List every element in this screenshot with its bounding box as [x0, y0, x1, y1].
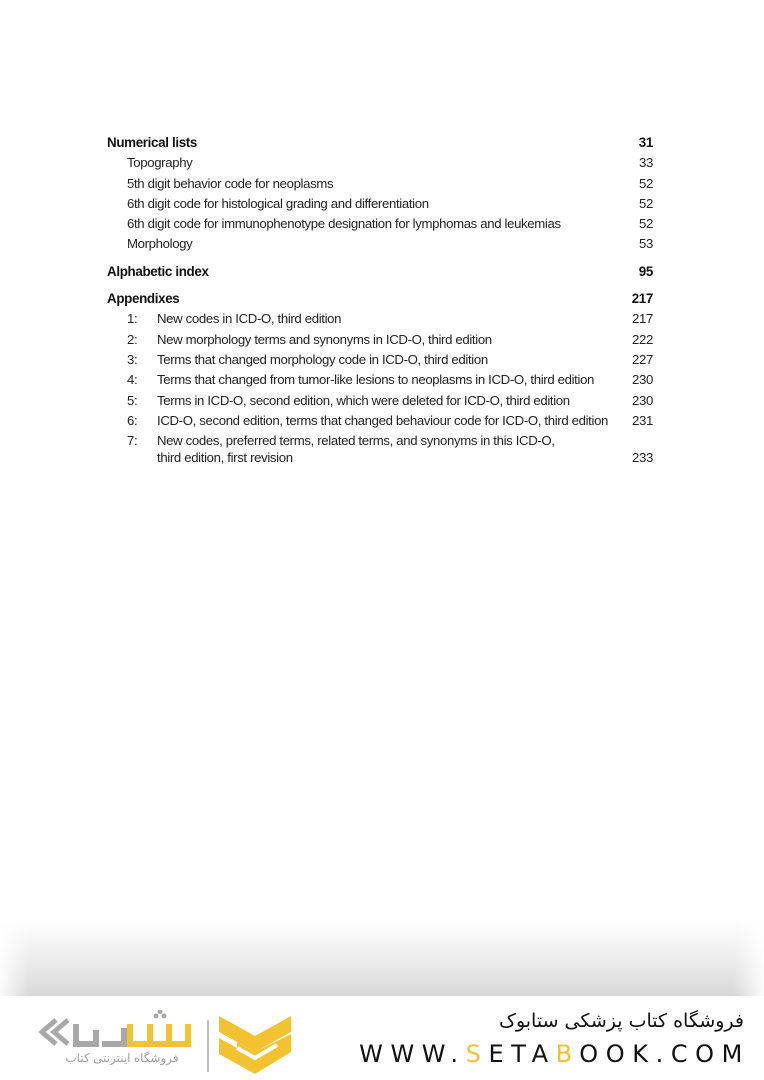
item-label: Terms in ICD-O, second edition, which were deleted for ICD-O, third edition: [157, 392, 570, 408]
page-number: 33: [639, 155, 653, 171]
appendix-number: 4:: [127, 372, 138, 388]
appendix-number: 2:: [127, 331, 138, 347]
logo-divider: [207, 1020, 209, 1072]
page-number: 217: [631, 291, 653, 307]
item-label: New codes, preferred terms, related terms, and synonyms in this ICD-O, third edition, first revision: [157, 433, 555, 466]
item-label: New morphology terms and synonyms in ICD-O, third edition: [157, 331, 492, 347]
toc-appendix-item[interactable]: [107, 370, 653, 390]
item-label: Terms that changed from tumor-like lesions to neoplasms in ICD-O, third edition: [157, 372, 595, 388]
item-label: 5th digit behavior code for neoplasms: [127, 175, 334, 191]
page-number: 95: [638, 263, 653, 279]
appendix-number: 7:: [127, 433, 138, 449]
page-number: 52: [639, 175, 653, 191]
store-url-link[interactable]: [359, 1040, 750, 1068]
url-part: ETA: [488, 1040, 556, 1068]
item-label: ICD-O, second edition, terms that changed behaviour code for ICD-O, third edition: [157, 412, 609, 428]
url-part: WWW.: [359, 1040, 466, 1068]
page-number: 52: [639, 216, 653, 232]
toc-section-alphabetic-index[interactable]: [107, 262, 653, 282]
store-footer-banner: [0, 996, 764, 1080]
page-number: 52: [639, 195, 653, 211]
toc-appendix-item[interactable]: [107, 330, 653, 350]
item-label: 6th digit code for immunophenotype designation for lymphomas and leukemias: [127, 216, 561, 232]
toc-appendix-item[interactable]: [107, 309, 653, 329]
toc-item[interactable]: [107, 153, 653, 173]
appendix-number: 5:: [127, 392, 138, 408]
page-number: 222: [632, 331, 653, 347]
page-number: 227: [632, 351, 653, 367]
url-part-highlight: B: [555, 1040, 580, 1068]
store-name: فروشگاه کتاب پزشکی ستابوک: [498, 1010, 744, 1032]
table-of-contents: [107, 133, 653, 468]
page-bottom-shadow: [0, 918, 764, 996]
logo-tagline: فروشگاه اینترنتی کتاب: [65, 1051, 179, 1065]
appendix-number: 3:: [127, 351, 138, 367]
item-label: Topography: [127, 155, 193, 171]
appendix-number: 6:: [127, 412, 138, 428]
item-label: Morphology: [127, 236, 193, 252]
url-part: OOK.COM: [579, 1040, 750, 1068]
toc-item[interactable]: [107, 214, 653, 234]
page-number: 230: [632, 392, 653, 408]
toc-appendix-item[interactable]: [107, 411, 653, 431]
toc-section-numerical-lists[interactable]: [107, 133, 653, 153]
item-label: Terms that changed morphology code in ICD-O, third edition: [157, 351, 488, 367]
page-number: 53: [639, 236, 653, 252]
section-title: Numerical lists: [107, 135, 198, 150]
toc-appendix-item[interactable]: [107, 350, 653, 370]
toc-section-appendixes[interactable]: [107, 289, 653, 309]
item-label: 6th digit code for histological grading and differentiation: [127, 195, 429, 211]
setabook-chevron-logo-icon: [217, 1014, 293, 1076]
section-title: Appendixes: [107, 291, 180, 307]
appendix-number: 1:: [127, 311, 138, 327]
page-number: 31: [638, 135, 653, 150]
toc-appendix-item[interactable]: [107, 391, 653, 411]
toc-item[interactable]: [107, 174, 653, 194]
item-label: New codes in ICD-O, third edition: [157, 311, 342, 327]
toc-appendix-item[interactable]: [107, 431, 653, 468]
page-number: 233: [632, 450, 653, 466]
toc-item[interactable]: [107, 234, 653, 254]
page-number: 231: [632, 412, 653, 428]
page-number: 230: [632, 372, 653, 388]
page-number: 217: [632, 311, 653, 327]
url-part-highlight: S: [465, 1040, 489, 1068]
toc-item[interactable]: [107, 194, 653, 214]
section-title: Alphabetic index: [107, 263, 209, 279]
